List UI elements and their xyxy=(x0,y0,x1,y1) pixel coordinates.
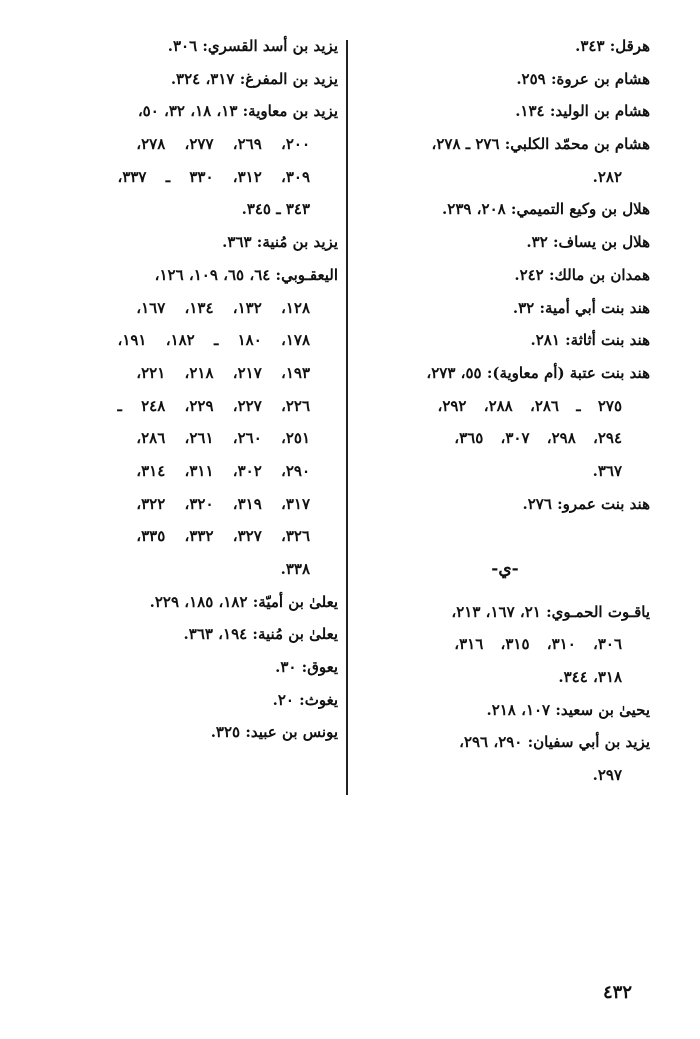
index-entry: هند بنت عمرو: ٢٧٦. xyxy=(522,494,650,513)
index-entry: هشام بن عروة: ٢٥٩. xyxy=(516,69,650,88)
index-entry-continuation: ٣٠٦، ٣١٠، ٣١٥، ٣١٦، xyxy=(454,635,622,654)
index-entry: هشام بن الوليد: ١٣٤. xyxy=(515,102,650,121)
index-entry: همدان بن مالك: ٢٤٢. xyxy=(514,265,650,284)
index-entry-continuation: ٣٢٦، ٣٢٧، ٣٣٢، ٣٣٥، xyxy=(136,527,310,546)
index-entry-continuation: ١٢٨، ١٣٢، ١٣٤، ١٦٧، xyxy=(136,298,310,317)
index-entry-continuation: ١٩٣، ٢١٧، ٢١٨، ٢٢١، xyxy=(136,363,310,382)
index-entry-continuation: ٢٥١، ٢٦٠، ٢٦١، ٢٨٦، xyxy=(136,429,310,448)
index-entry-continuation: ٢٠٠، ٢٦٩، ٢٧٧، ٢٧٨، xyxy=(136,135,310,154)
index-entry: يعلىٰ بن مُنية: ١٩٤، ٣٦٣. xyxy=(183,625,338,644)
section-spacer xyxy=(360,586,650,596)
index-entry: هند بنت أثاثة: ٢٨١. xyxy=(530,331,650,350)
index-entry: اليعقـوبي: ٦٤، ٦٥، ١٠٩، ١٢٦، xyxy=(154,265,338,284)
index-entry: يزيد بن أسد القسري: ٣٠٦. xyxy=(167,37,338,55)
index-entry-continuation: ١٧٨، ١٨٠ ـ ١٨٢، ١٩١، xyxy=(117,331,310,350)
index-entry: يحيىٰ بن سعيد: ١٠٧، ٢١٨. xyxy=(486,700,650,719)
column-divider xyxy=(346,40,348,795)
index-entry: ياقـوت الحمـوي: ٢١، ١٦٧، ٢١٣، xyxy=(451,602,650,621)
index-entry-continuation: ٣١٨، ٣٤٤. xyxy=(558,668,622,687)
index-entry: يعلىٰ بن أميّة: ١٨٢، ١٨٥، ٢٢٩. xyxy=(149,592,338,611)
index-entry: يغوث: ٢٠. xyxy=(272,690,338,709)
index-entry: يزيد بن أبي سفيان: ٢٩٠، ٢٩٦، xyxy=(459,733,650,752)
letter-heading: -ي- xyxy=(491,559,519,579)
index-entry-continuation: ٣٦٧. xyxy=(592,461,622,480)
section-spacer xyxy=(360,520,650,553)
index-entry-continuation: ٣٠٩، ٣١٢، ٣٣٠ ـ ٣٣٧، xyxy=(117,167,310,186)
index-entry: هلال بن يساف: ٣٢. xyxy=(526,233,650,252)
right-column xyxy=(360,30,650,792)
index-entry: يزيد بن المفرغ: ٣١٧، ٣٢٤. xyxy=(170,69,338,88)
index-entry: هند بنت أبي أمية: ٣٢. xyxy=(512,298,650,317)
left-column xyxy=(53,30,338,749)
index-entry: هند بنت عتبة (أم معاوية): ٥٥، ٢٧٣، xyxy=(426,363,650,382)
index-entry-continuation: ٢٢٦، ٢٢٧، ٢٢٩، ٢٤٨ ـ xyxy=(117,396,310,415)
index-entry-continuation: ٢٩٤، ٢٩٨، ٣٠٧، ٣٦٥، xyxy=(454,429,622,448)
index-entry-continuation: ٣٣٨. xyxy=(280,560,310,578)
index-entry-continuation: ٣٤٣ ـ ٣٤٥. xyxy=(241,200,310,219)
index-entry: هشام بن محمّد الكلبي: ٢٧٦ ـ ٢٧٨، xyxy=(431,135,650,154)
index-entry: هلال بن وكيع التميمي: ٢٠٨، ٢٣٩. xyxy=(442,200,650,219)
index-entry: يزيد بن مُنية: ٣٦٣. xyxy=(222,233,338,252)
index-entry-continuation: ٢٩٠، ٣٠٢، ٣١١، ٣١٤، xyxy=(136,461,310,480)
page-number: ٤٣٢ xyxy=(603,982,633,1003)
index-entry: يعوق: ٣٠. xyxy=(275,658,338,677)
index-entry-continuation: ٢٩٧. xyxy=(592,766,622,785)
index-entry: يونس بن عبيد: ٣٢٥. xyxy=(210,723,338,742)
index-entry: هرقل: ٣٤٣. xyxy=(575,37,650,55)
index-entry-continuation: ٢٨٢. xyxy=(592,167,622,186)
index-entry-continuation: ٢٧٥ ـ ٢٨٦، ٢٨٨، ٢٩٢، xyxy=(437,396,622,415)
index-entry-continuation: ٣١٧، ٣١٩، ٣٢٠، ٣٢٢، xyxy=(136,494,310,513)
index-entry: يزيد بن معاوية: ١٣، ١٨، ٣٢، ٥٠، xyxy=(137,102,338,121)
